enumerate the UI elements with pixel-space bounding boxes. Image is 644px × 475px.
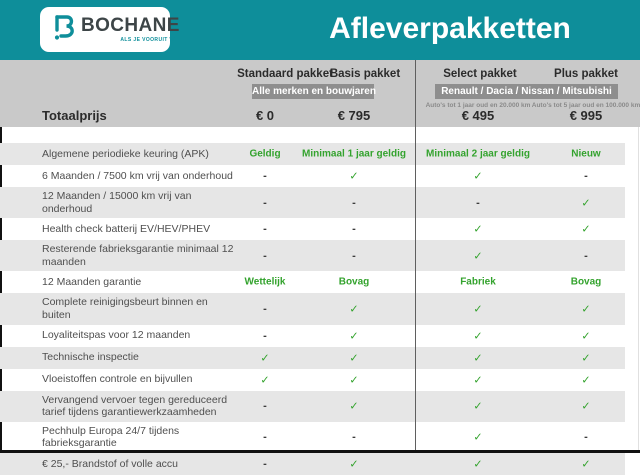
- table-row: [0, 453, 625, 475]
- column-group-divider: [415, 60, 416, 451]
- check-icon: ✓: [581, 303, 591, 316]
- feature-label: 12 Maanden / 15000 km vrij van onderhoud: [42, 190, 192, 215]
- dash-icon: -: [263, 223, 267, 236]
- feature-label: 12 Maanden garantie: [42, 276, 142, 289]
- price-plus: € 995: [569, 108, 603, 123]
- price-basis: € 795: [337, 108, 371, 123]
- check-icon: ✓: [473, 170, 483, 183]
- feature-rows: [0, 143, 640, 475]
- check-icon: ✓: [581, 374, 591, 387]
- feature-label: Vervangend vervoer tegen gereduceerd tarief tijdens garantiewerkzaamheden: [42, 393, 228, 419]
- feature-value: Bovag: [338, 276, 370, 288]
- dash-icon: -: [476, 196, 480, 209]
- check-icon: ✓: [260, 374, 270, 387]
- check-icon: ✓: [349, 400, 359, 413]
- totals-label: Totaalprijs: [42, 108, 107, 123]
- check-icon: ✓: [473, 458, 483, 471]
- check-icon: ✓: [581, 352, 591, 365]
- table-row: [0, 347, 625, 369]
- dash-icon: -: [263, 249, 267, 262]
- feature-label: Health check batterij EV/HEV/PHEV: [42, 222, 211, 235]
- dash-icon: -: [263, 302, 267, 315]
- check-icon: ✓: [473, 223, 483, 236]
- dash-icon: -: [263, 196, 267, 209]
- check-icon: ✓: [581, 400, 591, 413]
- bochane-logo: [40, 7, 180, 52]
- plus-pakket-note: Auto's tot 5 jaar oud en 100.000 km: [531, 102, 641, 109]
- feature-value: Wettelijk: [244, 276, 286, 288]
- column-header-standaard: Standaard pakket: [237, 68, 333, 80]
- select-pakket-note: Auto's tot 1 jaar oud en 20.000 km: [425, 102, 531, 109]
- dash-icon: -: [263, 431, 267, 444]
- check-icon: ✓: [349, 170, 359, 183]
- column-header-basis: Basis pakket: [329, 68, 401, 80]
- feature-value: Minimaal 1 jaar geldig: [302, 148, 406, 160]
- check-icon: ✓: [581, 223, 591, 236]
- check-icon: ✓: [581, 197, 591, 210]
- feature-label: Pechhulp Europa 24/7 tijdens fabrieksgarantie: [42, 424, 180, 450]
- feature-value: Fabriek: [460, 276, 496, 288]
- dash-icon: -: [263, 170, 267, 182]
- check-icon: ✓: [349, 303, 359, 316]
- feature-label: Complete reinigingsbeurt binnen en buiten: [42, 296, 208, 321]
- table-row: [0, 293, 625, 324]
- check-icon: ✓: [473, 431, 483, 444]
- table-row: [0, 271, 625, 293]
- check-icon: ✓: [349, 352, 359, 365]
- feature-value: Bovag: [570, 276, 602, 288]
- group-badge-all-brands: Alle merken en bouwjaren: [252, 86, 376, 97]
- dash-icon: -: [352, 431, 356, 444]
- feature-label: Resterende fabrieksgarantie minimaal 12 maanden: [42, 243, 234, 268]
- table-row: [0, 187, 625, 218]
- check-icon: ✓: [473, 303, 483, 316]
- check-icon: ✓: [349, 330, 359, 343]
- check-icon: ✓: [260, 352, 270, 365]
- check-icon: ✓: [581, 330, 591, 343]
- column-header-plus: Plus pakket: [554, 68, 618, 80]
- feature-label: Loyaliteitspas voor 12 maanden: [42, 329, 191, 342]
- dash-icon: -: [584, 431, 588, 444]
- check-icon: ✓: [349, 374, 359, 387]
- check-icon: ✓: [473, 374, 483, 387]
- bottom-border: [0, 450, 640, 453]
- check-icon: ✓: [349, 458, 359, 471]
- check-icon: ✓: [473, 330, 483, 343]
- dash-icon: -: [352, 196, 356, 209]
- dash-icon: -: [584, 170, 588, 182]
- table-row: [0, 240, 625, 271]
- page-title: Afleverpakketten: [329, 12, 571, 45]
- check-icon: ✓: [473, 352, 483, 365]
- header-bar: [0, 0, 640, 60]
- logo-wordmark: BOCHANE: [81, 15, 180, 36]
- table-row: [0, 422, 625, 453]
- dash-icon: -: [263, 329, 267, 342]
- column-header-select: Select pakket: [443, 68, 517, 80]
- logo-tagline: ALS JE VOORUIT WIL: [120, 37, 180, 43]
- feature-label: Vloeistoffen controle en bijvullen: [42, 373, 193, 386]
- dash-icon: -: [263, 457, 267, 470]
- dash-icon: -: [584, 249, 588, 262]
- check-icon: ✓: [473, 250, 483, 263]
- group-badge-renault-group: Renault / Dacia / Nissan / Mitsubishi: [435, 84, 618, 99]
- price-select: € 495: [461, 108, 495, 123]
- feature-value: Nieuw: [571, 148, 601, 160]
- feature-value: Geldig: [249, 148, 281, 160]
- price-standaard: € 0: [255, 108, 275, 123]
- check-icon: ✓: [473, 400, 483, 413]
- table-header-band: [0, 60, 640, 127]
- table-row: [0, 325, 625, 347]
- feature-label: Technische inspectie: [42, 351, 139, 364]
- feature-label: Algemene periodieke keuring (APK): [42, 147, 209, 160]
- table-row: [0, 218, 625, 240]
- dash-icon: -: [263, 400, 267, 413]
- feature-label: 6 Maanden / 7500 km vrij van onderhoud: [42, 169, 233, 182]
- table-row: [0, 369, 625, 391]
- table-row: [0, 143, 625, 165]
- feature-value: Minimaal 2 jaar geldig: [426, 148, 530, 160]
- logo-text: [81, 16, 180, 43]
- dash-icon: -: [352, 223, 356, 236]
- bochane-logo-icon: [50, 12, 77, 48]
- check-icon: ✓: [581, 458, 591, 471]
- table-row: [0, 165, 625, 187]
- table-row: [0, 391, 625, 422]
- feature-label: € 25,- Brandstof of volle accu: [42, 457, 178, 470]
- dash-icon: -: [352, 249, 356, 262]
